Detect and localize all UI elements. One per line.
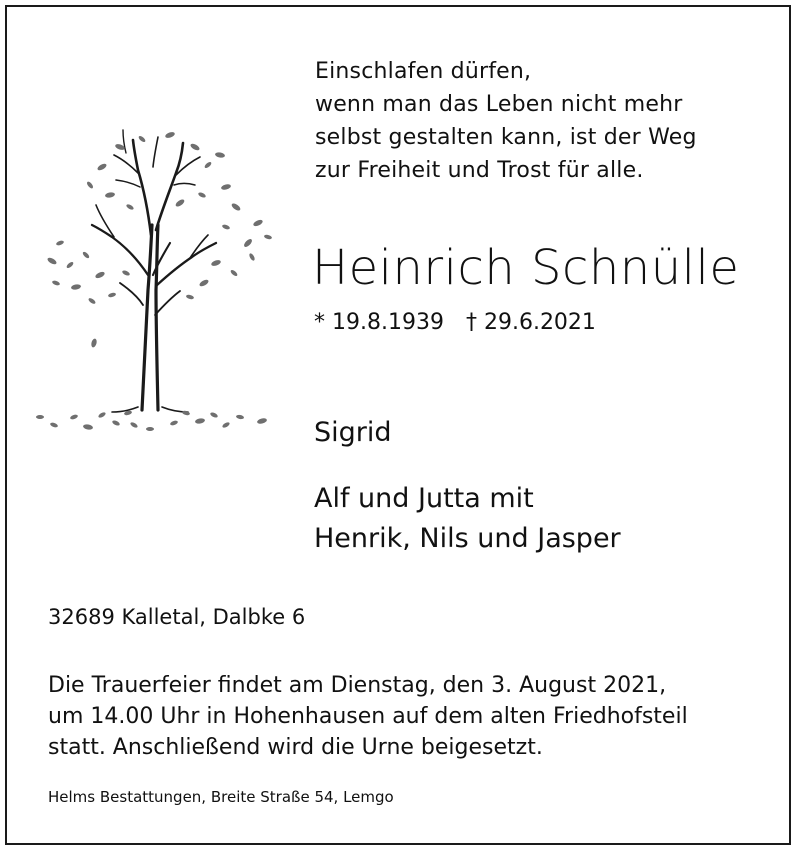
tree-with-falling-leaves-icon — [30, 125, 280, 440]
funeral-line: Die Trauerfeier findet am Dienstag, den 3. August 2021, — [48, 673, 667, 698]
birth-date: * 19.8.1939 — [314, 310, 444, 335]
family-address: 32689 Kalletal, Dalbke 6 — [48, 605, 306, 629]
poem-line: zur Freiheit und Trost für alle. — [315, 158, 644, 183]
life-dates — [314, 308, 596, 338]
mourners-family — [314, 479, 621, 559]
death-date: † 29.6.2021 — [465, 310, 596, 335]
mourners-line: Henrik, Nils und Jasper — [314, 523, 621, 554]
mourner-spouse: Sigrid — [314, 417, 392, 448]
funeral-line: statt. Anschließend wird die Urne beigesetzt. — [48, 735, 543, 760]
poem-line: wenn man das Leben nicht mehr — [315, 92, 683, 117]
funeral-notice — [48, 670, 688, 763]
poem-line: selbst gestalten kann, ist der Weg — [315, 125, 697, 150]
funeral-line: um 14.00 Uhr in Hohenhausen auf dem alten Friedhofsteil — [48, 704, 688, 729]
deceased-name: Heinrich Schnülle — [312, 240, 740, 296]
poem — [315, 55, 697, 187]
poem-line: Einschlafen dürfen, — [315, 59, 532, 84]
undertaker-line: Helms Bestattungen, Breite Straße 54, Lemgo — [48, 788, 394, 806]
mourners-line: Alf und Jutta mit — [314, 483, 534, 514]
